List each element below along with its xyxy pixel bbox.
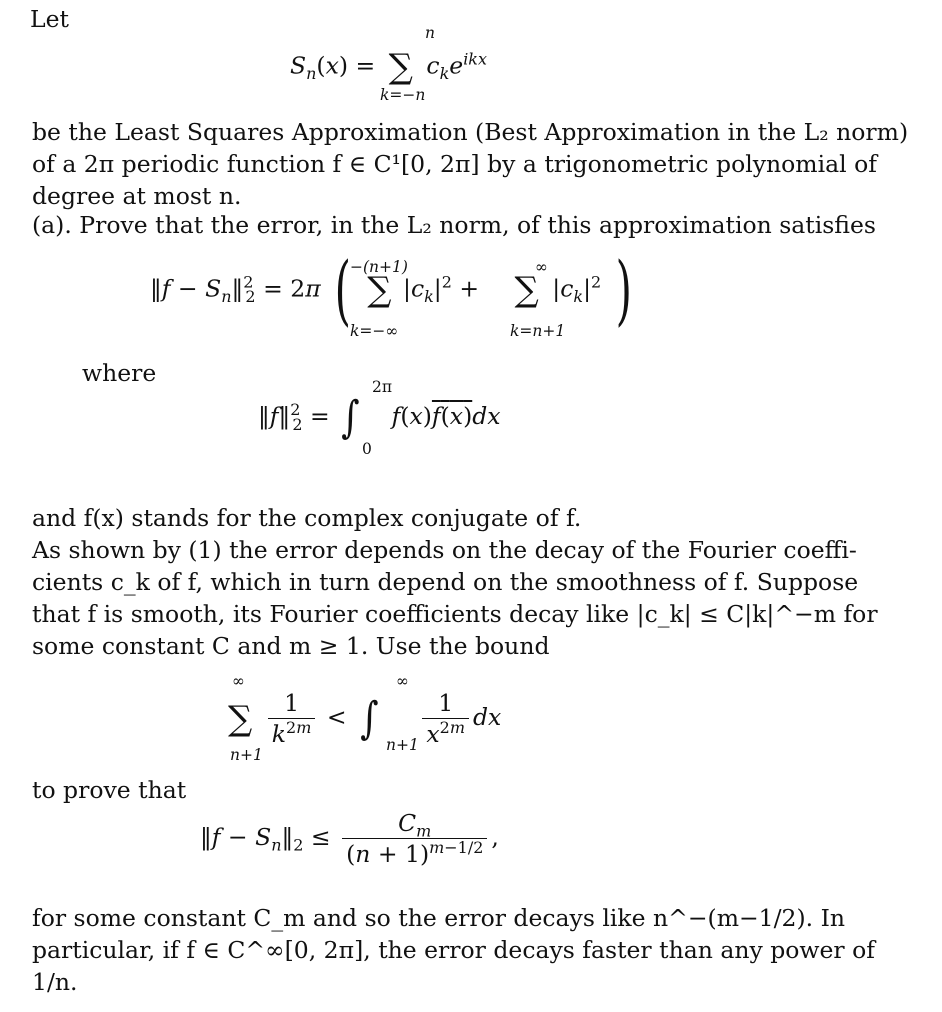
paragraph-conclusion xyxy=(32,902,912,998)
eq3-upper: 2π xyxy=(372,378,393,396)
p1-line-2: of a 2π periodic function f ∈ C¹[0, 2π] by a trigonometric polynomial of xyxy=(32,150,877,178)
equation-error: ‖f − $S_n‖^2_2 = 2\pi$ ( ∑ $|c_k|^2$ + ∑ $|c_k|^2$ ) xyxy=(150,245,632,334)
intro-text: Let xyxy=(30,5,69,33)
eq2-lower-1: k=−∞ xyxy=(350,322,399,340)
sum-lower-n: k=−n xyxy=(380,86,426,104)
p3-line-2: particular, if f ∈ C^∞[0, 2π], the error decays faster than any power of xyxy=(32,936,875,964)
p3-line-3: 1/n. xyxy=(32,968,78,996)
equation-bound: ∑ $\frac{1}{k^{2m}}$ < ∫ $\frac{1}{x^{2m}}$ dx xyxy=(228,689,502,748)
eq2-lower-2: k=n+1 xyxy=(510,322,566,340)
p2-line-2: As shown by (1) the error depends on the decay of the Fourier coeffi- xyxy=(32,536,857,564)
p2-line-3: cients c_k of f, which in turn depend on the smoothness of f. Suppose xyxy=(32,568,859,596)
eq4-int-upper: ∞ xyxy=(396,672,409,690)
equation-result: ‖f − $S_n‖_2$ ≤ $\frac{C_m}{(n + 1)^{m-1/2}}$ , xyxy=(200,809,499,868)
p3-line-1: for some constant C_m and so the error decays like n^−(m−1/2). In xyxy=(32,904,846,932)
where-text: where xyxy=(82,359,157,387)
eq4-sum-upper: ∞ xyxy=(232,672,245,690)
eq4-int-lower: n+1 xyxy=(386,736,419,754)
p1-line-3: degree at most n. xyxy=(32,182,242,210)
eq3-lower: 0 xyxy=(362,440,372,458)
paragraph-decay xyxy=(32,502,912,662)
p2-line-1: and f(x) stands for the complex conjugate of f. xyxy=(32,504,582,532)
paragraph-definition xyxy=(32,116,912,212)
p2-line-5: some constant C and m ≥ 1. Use the bound xyxy=(32,632,550,660)
equation-sn: $S_n(x)$ = ∑ $c_ke^{ikx}$ xyxy=(290,47,487,87)
to-prove-text: to prove that xyxy=(32,776,187,804)
p1-line-1: be the Least Squares Approximation (Best Approximation in the L₂ norm) xyxy=(32,118,909,146)
equation-norm: ‖f‖$^2_2$ = ∫ f(x)f(x)dx xyxy=(258,392,501,443)
part-a-text: (a). Prove that the error, in the L₂ norm, of this approximation satisfies xyxy=(32,211,876,239)
eq2-upper-1: −(n+1) xyxy=(350,258,408,276)
eq2-upper-2: ∞ xyxy=(535,258,548,276)
sum-upper-n: n xyxy=(425,24,435,42)
p2-line-4: that f is smooth, its Fourier coefficients decay like |c_k| ≤ C|k|^−m for xyxy=(32,600,878,628)
eq4-sum-lower: n+1 xyxy=(230,746,263,764)
